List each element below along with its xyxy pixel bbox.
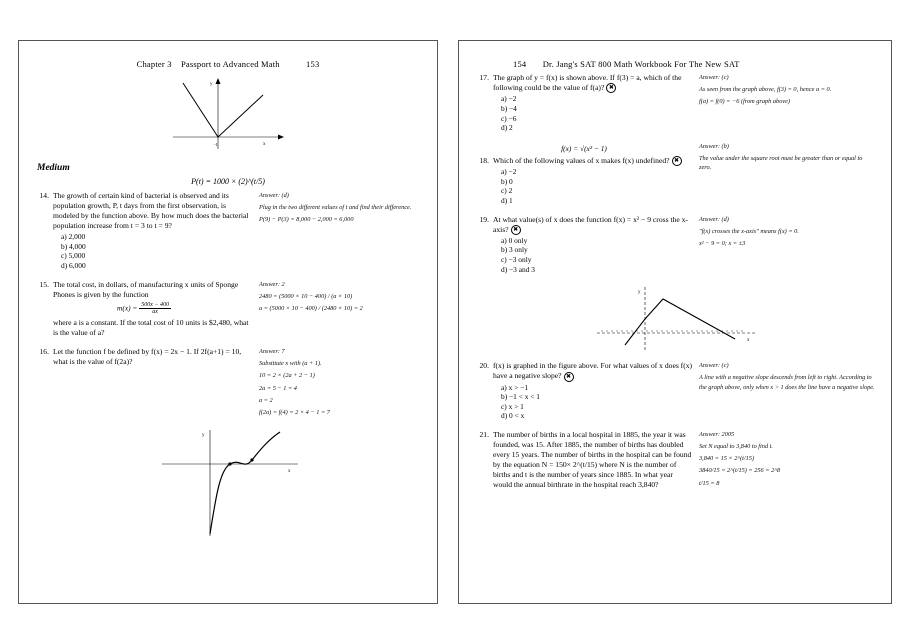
question-17 — [475, 73, 875, 133]
choice-d[interactable]: d) 0 < x — [501, 411, 525, 421]
right-page — [458, 40, 892, 604]
question-21-number: 21. — [479, 430, 489, 440]
calculator-icon: ✖ — [511, 225, 521, 235]
question-15-text: The total cost, in dollars, of manufacturing x units of Sponge Phones is given by the function — [53, 279, 239, 299]
answer-line-2: x² − 9 = 0; x = ±3 — [699, 239, 746, 247]
header-title: Passport to Advanced Math — [180, 59, 280, 69]
calculator-icon: ✖ — [672, 156, 682, 166]
figure-cubic-graph — [148, 426, 308, 541]
answer-line-1: As seen from the graph above, f(3) = 0, hence a = 0. — [699, 86, 832, 94]
question-21-answer — [699, 430, 875, 490]
header-page-number: 153 — [306, 59, 320, 69]
answer-line-3: 2a = 5 − 1 = 4 — [259, 384, 297, 392]
question-19-text: At what value(s) of x does the function f(x) = x² − 9 cross the x-axis? — [493, 214, 688, 234]
answer-line-2: a = (5000 × 10 − 400) / (2480 × 10) = 2 — [259, 304, 363, 312]
choice-b[interactable]: b) 3 only — [501, 245, 528, 255]
choice-b[interactable]: b) 4,000 — [61, 241, 86, 251]
answer-line-1: A line with a negative slope descends from left to right. According to the graph above, only when x > 1 does the line have a negative slope. — [699, 374, 875, 391]
answer-line-1: Set N equal to 3,840 to find t. — [699, 443, 773, 451]
question-18-choices — [501, 167, 693, 206]
choice-a[interactable]: a) −2 — [501, 94, 517, 104]
answer-line-2: 10 = 2 × (2a + 2 − 1) — [259, 372, 315, 380]
left-page-header — [35, 59, 421, 69]
choice-a[interactable]: a) 2,000 — [61, 232, 86, 242]
svg-text:y: y — [638, 290, 641, 296]
svg-text:x: x — [288, 468, 291, 474]
question-18 — [475, 142, 875, 206]
question-17-answer — [699, 73, 875, 133]
answer-label: Answer: (c) — [699, 362, 729, 370]
left-page — [18, 40, 438, 604]
answer-line-1: The value under the square root must be greater than or equal to zero. — [699, 154, 863, 172]
svg-text:x: x — [747, 338, 750, 344]
choice-a[interactable]: a) −2 — [501, 167, 517, 177]
question-17-number: 17. — [479, 73, 489, 82]
header-chapter: Chapter 3 — [136, 59, 172, 69]
question-17-choices — [501, 94, 693, 133]
question-15-text-2: where a is a constant. If the total cost of 10 units is $2,480, what is the value of a? — [53, 318, 249, 338]
calculator-icon: ✖ — [606, 83, 616, 93]
calculator-icon: ✖ — [564, 372, 574, 382]
question-16 — [35, 347, 421, 417]
choice-c[interactable]: c) 5,000 — [61, 251, 86, 261]
choice-d[interactable]: d) −3 and 3 — [501, 264, 535, 274]
question-14-text: The growth of certain kind of bacterial is observed and its population growth, P, t days from the first observation, is modeled by the function above. By how much does the bacterial population increase from t = 3 to t = 9? — [53, 191, 249, 231]
choice-d[interactable]: d) 1 — [501, 195, 513, 205]
question-21-text: The number of births in a local hospital in 1885, the year it was founded, was 15. After 1885, the number of births has doubled every 15 years. The number of births in the hospital can be found by the equation N = 150× 2^(t/15) where N is the number of births and t is the number of years since 1885. In what year would the annual birthrate in the hospital reach 3,840? — [493, 430, 692, 490]
header-title: Dr. Jang's SAT 800 Math Workbook For The New SAT — [542, 59, 740, 69]
header-page-number: 154 — [513, 59, 527, 69]
question-16-answer — [259, 347, 421, 417]
answer-line-3: 3840/15 = 2^(t/15) = 256 = 2^8 — [699, 467, 781, 475]
question-18-number: 18. — [479, 155, 489, 165]
choice-b[interactable]: b) −4 — [501, 103, 517, 113]
question-15-number: 15. — [39, 279, 49, 289]
question-19-number: 19. — [479, 214, 489, 224]
question-19-choices — [501, 236, 693, 275]
question-21 — [475, 430, 875, 490]
svg-text:y: y — [202, 432, 205, 438]
svg-text:y: y — [210, 82, 213, 87]
choice-a[interactable]: a) x > −1 — [501, 382, 529, 392]
answer-label: Answer: (c) — [699, 74, 729, 81]
choice-c[interactable]: c) −6 — [501, 113, 517, 123]
question-15-formula — [35, 302, 253, 316]
question-20-choices — [501, 383, 693, 422]
right-page-header — [475, 59, 875, 69]
svg-text:-1: -1 — [214, 142, 218, 147]
question-14-number: 14. — [39, 191, 49, 200]
question-19 — [475, 215, 875, 275]
choice-b[interactable]: b) 0 — [501, 176, 513, 186]
question-15-answer — [259, 280, 421, 339]
question-16-number: 16. — [39, 347, 49, 357]
answer-label: Answer: 7 — [259, 348, 285, 356]
question-14-choices — [61, 232, 253, 271]
question-15 — [35, 280, 421, 339]
answer-line-1: "f(x) crosses the x-axis" means f(x) = 0. — [699, 227, 799, 235]
answer-line-2: 3,840 = 15 × 2^(t/15) — [699, 455, 755, 463]
question-16-text: Let the function f be defined by f(x) = 2x − 1. If 2f(a+1) = 10, what is the value of f(2a)? — [53, 347, 242, 367]
formula-denominator: ax — [152, 308, 158, 315]
question-20-number: 20. — [479, 361, 489, 371]
answer-label: Answer: (d) — [699, 215, 729, 223]
figure-piecewise-graph — [585, 283, 765, 355]
question-20-text: f(x) is graphed in the figure above. For what values of x does f(x) have a negative slope? — [493, 361, 693, 381]
question-18-answer — [699, 142, 875, 206]
answer-line-4: a = 2 — [259, 396, 273, 404]
question-14-answer — [259, 191, 421, 271]
choice-b[interactable]: b) −1 < x < 1 — [501, 392, 540, 402]
question-17-text: The graph of y = f(x) is shown above. If f(3) = a, which of the following could be the value of f(a)? — [493, 73, 682, 93]
choice-c[interactable]: c) 2 — [501, 186, 513, 196]
formula-lead: m(x) = — [117, 303, 138, 313]
answer-line-2: f(a) = f(0) = −6 (from graph above) — [699, 98, 791, 106]
answer-label: Answer: (b) — [699, 142, 729, 150]
choice-d[interactable]: d) 6,000 — [61, 260, 86, 270]
answer-line-5: f(2a) = f(4) = 2 × 4 − 1 = 7 — [259, 408, 330, 416]
choice-c[interactable]: c) x > 1 — [501, 401, 524, 411]
svg-text:x: x — [263, 142, 266, 147]
section-heading-medium: Medium — [37, 163, 70, 173]
choice-d[interactable]: d) 2 — [501, 123, 513, 133]
answer-label: Answer: (d) — [259, 192, 289, 199]
answer-label: Answer: 2 — [259, 280, 285, 288]
figure-absolute-value-graph — [163, 75, 293, 153]
question-18-formula: f(x) = √(x² − 1) — [561, 143, 607, 153]
question-14 — [35, 191, 421, 271]
answer-line-2: P(9) − P(3) = 8,000 − 2,000 = 6,000 — [259, 216, 354, 224]
question-20 — [475, 361, 875, 421]
question-19-answer — [699, 215, 875, 275]
answer-label: Answer: 2005 — [699, 431, 735, 439]
formula-population-growth: P(t) = 1000 × (2)^(t/5) — [191, 177, 265, 186]
formula-numerator: 500x − 400 — [141, 301, 169, 308]
answer-line-1: Substitute x with (a + 1). — [259, 360, 322, 368]
answer-line-4: t/15 = 8 — [699, 479, 720, 487]
choice-c[interactable]: c) −3 only — [501, 255, 532, 265]
choice-a[interactable]: a) 0 only — [501, 235, 528, 245]
answer-line-1: 2480 = (5000 × 10 − 400) / (a × 10) — [259, 292, 353, 300]
question-18-text: Which of the following values of x makes f(x) undefined? — [493, 155, 670, 165]
question-20-answer — [699, 361, 875, 421]
answer-line-1: Plug in the two different values of t and find their difference. — [259, 204, 412, 212]
